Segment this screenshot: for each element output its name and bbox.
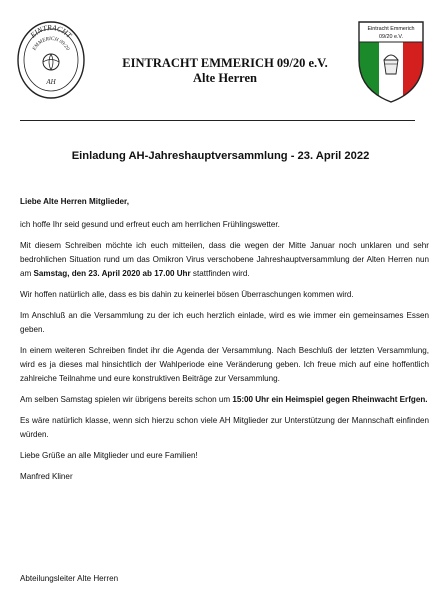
greeting: Liebe Alte Herren Mitglieder,	[20, 197, 129, 206]
paragraph-intro: ich hoffe Ihr seid gesund und erfreut euch am herrlichen Frühlingswetter.	[20, 220, 280, 229]
logo-left-top-text: EINTRACHT	[28, 22, 74, 40]
signature-role: Abteilungsleiter Alte Herren	[20, 574, 119, 583]
match-info: 15:00 Uhr ein Heimspiel gegen Rheinwacht Erfgen.	[232, 395, 428, 404]
paragraph-hope: Wir hoffen natürlich alle, dass es bis dahin zu keinerlei bösen Überraschungen kommen wird.	[20, 290, 354, 299]
meeting-date: Samstag, den 23. April 2020 ab 17.00 Uhr	[33, 269, 191, 278]
letter-body	[20, 195, 429, 491]
club-name: EINTRACHT EMMERICH 09/20 e.V.	[122, 56, 328, 70]
document-title: Einladung AH-Jahreshauptversammlung - 23. April 2022	[71, 150, 370, 162]
logo-left-bottom-text: AH	[46, 78, 56, 86]
paragraph-announcement-text: Mit diesem Schreiben möchte ich euch mitteilen, dass die wegen der Mitte Januar noch unklaren und sehr bedrohlichen Situation rund um das Omikron Virus verschobene Jahreshauptversammlung der Alten Herren nun am	[20, 241, 429, 278]
logo-left-middle-text: EMMERICH 09/20	[31, 35, 71, 52]
paragraph-regards: Liebe Grüße an alle Mitglieder und eure Familien!	[20, 451, 198, 460]
paragraph-announcement	[20, 239, 429, 281]
paragraph-match-text: Am selben Samstag spielen wir übrigens bereits schon um	[20, 395, 233, 404]
header-divider	[20, 120, 415, 121]
crest-text-line2: 09/20 e.V.	[378, 34, 404, 40]
paragraph-dinner: Im Anschluß an die Versammlung zu der ich euch herzlich einlade, wird es wie immer ein gemeinsames Essen geben.	[20, 311, 429, 334]
club-crest-right	[357, 20, 425, 104]
paragraph-agenda: In einem weiteren Schreiben findet ihr die Agenda der Versammlung. Nach Beschluß der letzten Versammlung, wird es ja dieses mal hinsichtlich der Wahlperiode eine Veränderung geben. Ich freue mich auf eine hoffentlich zahlreiche Teilnahme und eure konstruktiven Beiträge zur Versammlung.	[20, 346, 429, 383]
paragraph-announcement-end: stattfinden wird.	[190, 269, 250, 278]
author-name: Manfred Kliner	[20, 472, 73, 481]
paragraph-match	[20, 393, 429, 407]
crest-text-line1: Eintracht Emmerich	[367, 26, 415, 32]
club-subtitle: Alte Herren	[193, 71, 257, 85]
club-logo-left	[16, 20, 86, 100]
paragraph-support: Es wäre natürlich klasse, wenn sich hierzu schon viele AH Mitglieder zur Unterstützung der Mannschaft einfinden würden.	[20, 416, 429, 439]
